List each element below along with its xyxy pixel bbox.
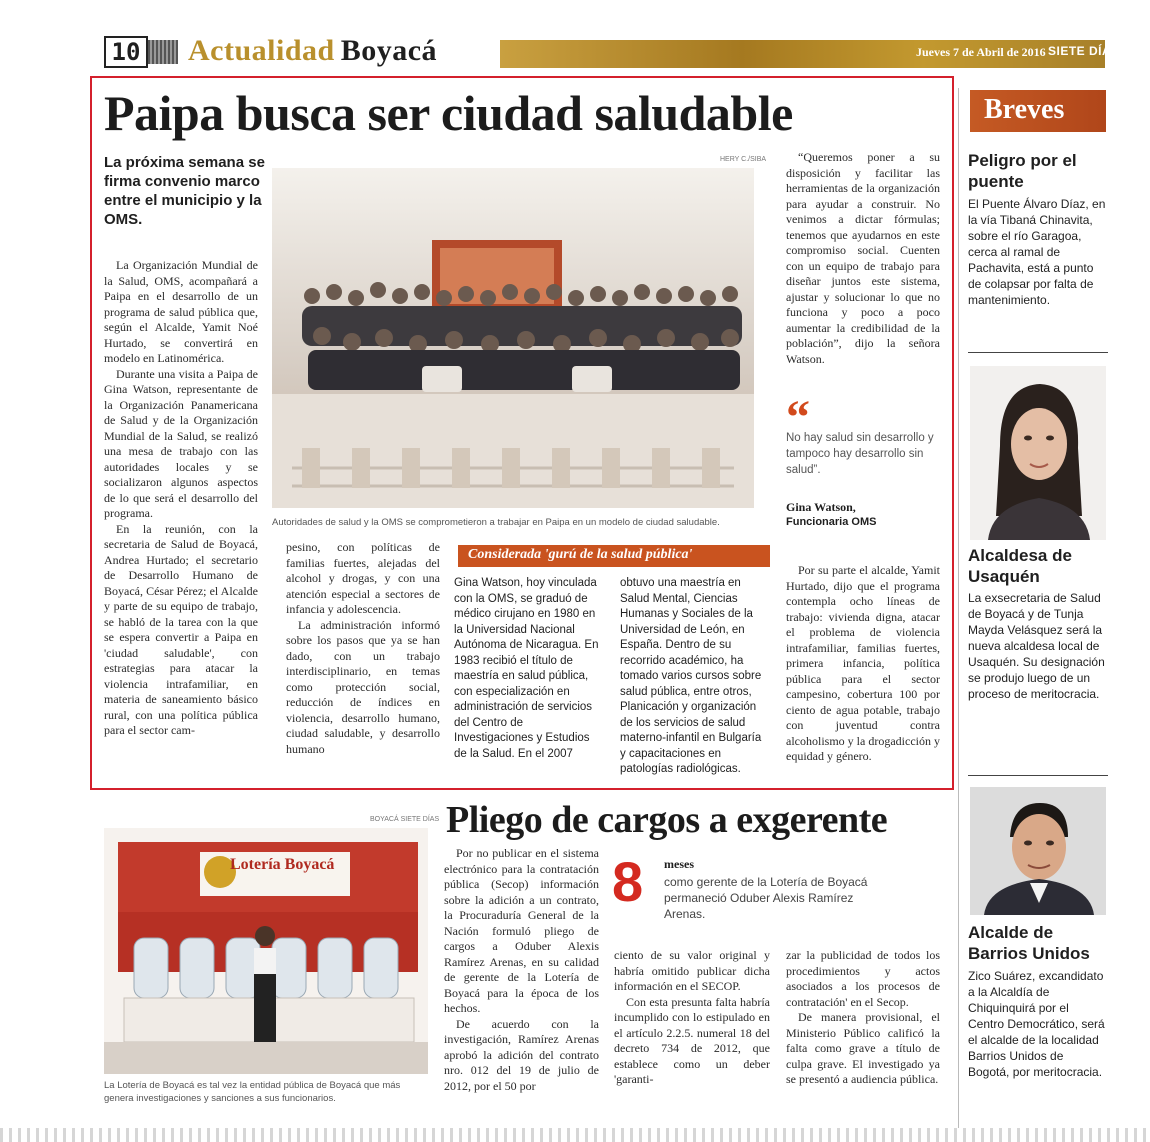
- portrait-illustration: [970, 787, 1106, 915]
- brief-text: Zico Suárez, excandidato a la Alcaldía de Chiquinquirá por el Centro Democrático, será el alcalde de la localidad Barrios Unidos de Bogotá, por meritocracia.: [968, 969, 1105, 1079]
- paragraph: “Queremos poner a su disposición y facilitar las herramientas de la organización para ayudar a construir. No venimos a dictar fórmulas; tenemos que ayudarnos en este compromiso social. Cuenten con un equipo de trabajo para diseñar juntos este sistema, ajustar y solucionar lo que no funciona y poco a poco aumentar la credibilidad de la población”, dijo la señora Watson.: [786, 150, 940, 366]
- breves-label: Breves: [984, 94, 1065, 125]
- paragraph: Con esta presunta falta habría incumplido con lo estipulado en el artículo 2.2.5. numeral 18 del decreto 734 de 2012, que establece como un deber 'garanti-: [614, 994, 770, 1086]
- main-headline: Paipa busca ser ciudad saludable: [104, 85, 793, 141]
- photo-caption: Autoridades de salud y la OMS se comprometieron a trabajar en Paipa en un modelo de ciudad saludable.: [272, 517, 720, 528]
- sidebar-column-2: obtuvo una maestría en Salud Mental, Ciencias Humanas y Sociales de la Universidad de León, en España. Dentro de su recorrido académico, ha tomado varios cursos sobre salud pública, entre otros, Planicación y organización de los servicios de salud materno-infantil en Bulgaría y capacitaciones en patologías radiológicas.: [620, 577, 762, 775]
- portrait-illustration: [970, 366, 1106, 540]
- paragraph: La administración informó sobre los pasos que ya se han dado, con un trabajo interdisciplinario, en temas como protección social, reducción de índices en violencia, desarrollo humano, ciudad saludable, y desarrollo humano: [286, 617, 440, 756]
- page-number: 10: [104, 36, 148, 68]
- second-column-1: [444, 846, 599, 1094]
- lottery-photo: [104, 828, 428, 1074]
- sidebar-title: Considerada 'gurú de la salud pública': [468, 547, 693, 562]
- stat-label: meses: [664, 857, 694, 871]
- divider: [968, 352, 1108, 353]
- quote-mark: “: [786, 391, 810, 444]
- paragraph: La Organización Mundial de la Salud, OMS, acompañará a Paipa en el desarrollo de un programa de salud pública que, según el Alcalde, Yamit Noé Hurtado, se convertirá en modelo en Latinomérica.: [104, 258, 258, 365]
- page-number-decoration: [148, 40, 178, 64]
- portrait-photo: [970, 366, 1106, 540]
- brief-title: Alcalde de Barrios Unidos: [968, 923, 1090, 963]
- brief-text: La exsecretaria de Salud de Boyacá y de Tunja Mayda Velásquez será la nueva alcaldesa local de Usaquén. Su designación se produjo luego de un proceso de meritocracia.: [968, 591, 1105, 701]
- issue-date: Jueves 7 de Abril de 2016: [916, 45, 1046, 59]
- breves-divider: [958, 88, 959, 1128]
- group-photo: [272, 168, 754, 508]
- paragraph: zar la publicidad de todos los procedimientos y actos asociados a los procesos de contratación' en el Secop.: [786, 948, 940, 1009]
- main-column-1: [104, 258, 258, 739]
- stat-text: como gerente de la Lotería de Boyacá permaneció Oduber Alexis Ramírez Arenas.: [664, 875, 868, 921]
- page-bottom-edge: [0, 1128, 1150, 1142]
- photo-caption: La Lotería de Boyacá es tal vez la entidad pública de Boyacá que más genera investigaciones y sanciones a sus funcionarios.: [104, 1080, 401, 1104]
- second-headline: Pliego de cargos a exgerente: [446, 799, 888, 841]
- main-column-3-top: [786, 150, 940, 367]
- second-column-3: [786, 948, 940, 1088]
- main-deck: La próxima semana se firma convenio marco entre el municipio y la OMS.: [104, 154, 265, 228]
- quote-role: Funcionaria OMS: [786, 516, 877, 528]
- lottery-sign: Lotería Boyacá: [230, 856, 335, 873]
- paragraph: ciento de su valor original y habría omitido publicar dicha información en el SECOP.: [614, 948, 770, 993]
- paragraph: De acuerdo con la investigación, Ramírez Arenas aprobó la adición del contrato nro. 012 del 19 de julio de 2012, por el 50 por: [444, 1016, 599, 1093]
- main-column-2: [286, 540, 440, 757]
- region-name: Boyacá: [340, 34, 438, 67]
- brief-text: El Puente Álvaro Díaz, en la vía Tibaná Chinavita, sobre el río Garagoa, cerca al ramal de Pachavita, está a punto de colapsar por falta de mantenimiento.: [968, 197, 1106, 307]
- quote-author: Gina Watson,: [786, 500, 856, 514]
- brief-title: Alcaldesa de Usaquén: [968, 546, 1072, 586]
- main-column-3-bottom: [786, 563, 940, 765]
- group-photo-illustration: [272, 168, 754, 508]
- newspaper-brand: SIETE DÍAS: [1048, 44, 1120, 58]
- paragraph: Durante una visita a Paipa de Gina Watson, representante de la Organización Panamericana de Salud y de la Organización Mundial de la Salud, se realizó una mesa de trabajo con las autoridades locales y se socializaron algunos aspectos de lo que será el desarrollo del programa.: [104, 366, 258, 520]
- divider: [968, 775, 1108, 776]
- section-name: Actualidad: [188, 34, 335, 67]
- paragraph: En la reunión, con la secretaria de Salud de Boyacá, Andrea Hurtado; el secretario de Desarrollo Humano de Boyacá, César Pérez; el Alcalde y parte de su equipo de trabajo, se habló de la tarea con la que se espera convertir a Paipa en 'ciudad saludable', con estrategias para atacar la violencia intrafamiliar, en materia de saneamiento básico rural, con una política pública para el sector cam-: [104, 521, 258, 737]
- photo-credit: HERY C./SIBA: [720, 156, 767, 163]
- section-title: [188, 34, 437, 68]
- paragraph: Por no publicar en el sistema electrónico para la contratación pública (Secop) información sobre la adición a un contrato, la Procuraduría General de la Nación formuló pliego de cargos a Oduber Alexis Ramírez Arenas, en su calidad de gerente de la Lotería de Boyacá para la época de los hechos.: [444, 846, 599, 1015]
- photo-credit: BOYACÁ SIETE DÍAS: [370, 816, 440, 823]
- paragraph: Por su parte el alcalde, Yamit Hurtado, dijo que el programa contempla ocho líneas de trabajo: vivienda digna, atacar el problema de violencia intrafamiliar, familias fuertes, primera infancia, política pública para el sector campesino, cobertura 100 por ciento de agua potable, trabajo con juventud contra alcoholismo y la drogadicción y equidad y género.: [786, 563, 940, 763]
- paragraph: De manera provisional, el Ministerio Público calificó la falta como grave a título de culpa grave. El investigado ya se presentó a audiencia pública.: [786, 1010, 940, 1086]
- paragraph: pesino, con políticas de familias fuertes, alejadas del alcohol y drogas, y con una atención especial a sectores de infancia y adolescencia.: [286, 540, 440, 616]
- portrait-photo: [970, 787, 1106, 915]
- pull-quote: No hay salud sin desarrollo y tampoco hay desarrollo sin salud”.: [786, 432, 934, 476]
- brief-title: Peligro por el puente: [968, 151, 1077, 191]
- stat-number: 8: [612, 850, 644, 913]
- sidebar-column-1: Gina Watson, hoy vinculada con la OMS, se graduó de médico cirujano en 1980 en la Universidad Nacional Autónoma de Nicaragua. En 1983 recibió el título de maestría en salud pública, con especialización en administración de servicios del Centro de Investigaciones y Estudios de la Salud. En el 2007: [454, 577, 599, 760]
- second-column-2: [614, 948, 770, 1088]
